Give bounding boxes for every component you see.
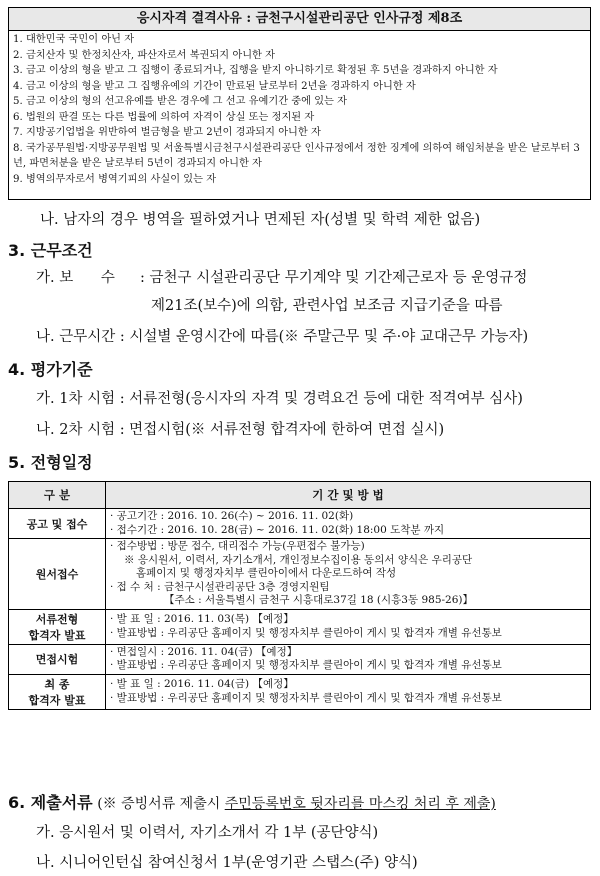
column-header-detail: 기 간 및 방 법 <box>106 482 591 509</box>
category-line: 합격자 발표 <box>28 693 86 707</box>
disqualification-item: 3. 금고 이상의 형을 받고 그 집행이 종료되거나, 집행을 받지 아니하기로 확정된 후 5년을 경과하지 아니한 자 <box>13 65 498 76</box>
detail-line: ※ 응시원서, 이력서, 자기소개서, 개인정보수집이용 동의서 양식은 우리공단 <box>124 553 473 566</box>
disqualification-title: 응시자격 결격사유 : 금천구시설관리공단 인사규정 제8조 <box>9 8 590 31</box>
detail-line: · 발 표 일 : 2016. 11. 04(금) 【예정】 <box>110 678 294 690</box>
detail-line: · 발표방법 : 우리공단 홈페이지 및 행정자치부 클린아이 게시 및 합격자 개별 유선통보 <box>110 626 502 639</box>
detail-line: · 발 표 일 : 2016. 11. 03(목) 【예정】 <box>110 613 294 625</box>
table-row <box>9 509 591 539</box>
row-category: 원서접수 <box>9 539 106 610</box>
pay-label: 가. 보 수 <box>36 270 115 286</box>
row-detail <box>106 609 591 644</box>
section-6-line <box>8 790 496 813</box>
disqualification-item: 9. 병역의무자로서 병역기피의 사실이 있는 자 <box>13 173 217 185</box>
work-hours: 나. 근무시간 : 시설별 운영시간에 따름(※ 주말근무 및 주·야 교대근무 가능자) <box>36 329 529 345</box>
row-detail <box>106 539 591 610</box>
pay-text-2: 제21조(보수)에 의함, 관련사업 보조금 지급기준을 따름 <box>151 298 503 314</box>
disqualification-item: 1. 대한민국 국민이 아닌 자 <box>13 34 135 45</box>
section-6-note-underlined: 주민등록번호 뒷자리를 마스킹 처리 후 제출) <box>224 796 496 812</box>
section-3-heading: 3. 근무조건 <box>8 241 93 260</box>
detail-line: · 발표방법 : 우리공단 홈페이지 및 행정자치부 클린아이 게시 및 합격자 개별 유선통보 <box>110 691 502 704</box>
row-detail <box>106 509 591 539</box>
row-category: 공고 및 접수 <box>9 509 106 539</box>
row-category <box>9 609 106 644</box>
section-5-heading: 5. 전형일정 <box>8 453 93 472</box>
detail-line: · 면접일시 : 2016. 11. 04(금) 【예정】 <box>110 645 298 658</box>
detail-line: 【주소 : 서울특별시 금천구 시흥대로37길 18 (시흥3동 985-26)】 <box>164 594 474 606</box>
category-line: 합격자 발표 <box>28 628 86 642</box>
disqualification-item: 4. 금고 이상의 형을 받고 그 집행유예의 기간이 만료된 날로부터 2년을 경과하지 아니한 자 <box>13 80 416 92</box>
detail-line: · 접 수 처 : 금천구시설관리공단 3층 경영지원팀 <box>110 580 330 593</box>
pay-line <box>36 266 527 287</box>
disqualification-item: 2. 금치산자 및 한정치산자, 파산자로서 복권되지 아니한 자 <box>13 49 275 61</box>
first-exam: 가. 1차 시험 : 서류전형(응시자의 자격 및 경력요건 등에 대한 적격여부 심사) <box>36 391 523 407</box>
disqualification-item: 5. 금고 이상의 형의 선고유예를 받은 경우에 그 선고 유예기간 중에 있는 자 <box>13 96 347 107</box>
disqualification-box <box>8 7 591 200</box>
row-detail <box>106 674 591 709</box>
disqualification-item: 8. 국가공무원법·지방공무원법 및 서울특별시금천구시설관리공단 인사규정에서 정한 징계에 의하여 해임처분을 받은 날로부터 3년, 파면처분을 받은 날로부터 5년이 경과되지 아니한 자 <box>13 142 580 169</box>
detail-line: · 접수기간 : 2016. 10. 28(금) ~ 2016. 11. 02(화) 18:00 도착분 까지 <box>110 523 445 536</box>
category-line: 최 종 <box>44 677 70 691</box>
pay-text-1: : 금천구 시설관리공단 무기계약 및 기간제근로자 등 운영규정 <box>140 270 528 286</box>
disqualification-item: 6. 법원의 판결 또는 다른 법률에 의하여 자격이 상실 또는 정지된 자 <box>13 111 315 123</box>
detail-line: · 접수방법 : 방문 접수, 대리접수 가능(우편접수 불가능) <box>110 540 365 552</box>
row-category: 면접시험 <box>9 644 106 674</box>
second-exam: 나. 2차 시험 : 면접시험(※ 서류전형 합격자에 한하여 면접 실시) <box>36 422 445 438</box>
submission-item-1: 가. 응시원서 및 이력서, 자기소개서 각 1부 (공단양식) <box>36 825 379 841</box>
table-row <box>9 674 591 709</box>
row-category <box>9 674 106 709</box>
table-row <box>9 539 591 610</box>
table-row <box>9 644 591 674</box>
submission-item-2: 나. 시니어인턴십 참여신청서 1부(운영기관 스탭스(주) 양식) <box>36 855 418 871</box>
detail-line: · 발표방법 : 우리공단 홈페이지 및 행정자치부 클린아이 게시 및 합격자 개별 유선통보 <box>110 659 502 671</box>
military-requirement: 나. 남자의 경우 병역을 필하였거나 면제된 자(성별 및 학력 제한 없음) <box>40 212 481 228</box>
column-header-category: 구 분 <box>9 482 106 509</box>
category-line: 서류전형 <box>35 612 79 626</box>
detail-line: · 공고기간 : 2016. 10. 26(수) ~ 2016. 11. 02(화) <box>110 510 354 522</box>
row-detail <box>106 644 591 674</box>
detail-line: 홈페이지 및 행정자치부 클린아이에서 다운로드하여 작성 <box>136 567 397 579</box>
table-header-row <box>9 482 591 509</box>
disqualification-item: 7. 지방공기업법을 위반하여 벌금형을 받고 2년이 경과되지 아니한 자 <box>13 127 321 138</box>
section-6-heading: 6. 제출서류 <box>8 793 93 812</box>
table-row <box>9 609 591 644</box>
disqualification-list <box>9 31 590 187</box>
section-6-note: (※ 증빙서류 제출시 <box>97 796 225 812</box>
section-4-heading: 4. 평가기준 <box>8 360 93 379</box>
schedule-table <box>8 481 591 710</box>
